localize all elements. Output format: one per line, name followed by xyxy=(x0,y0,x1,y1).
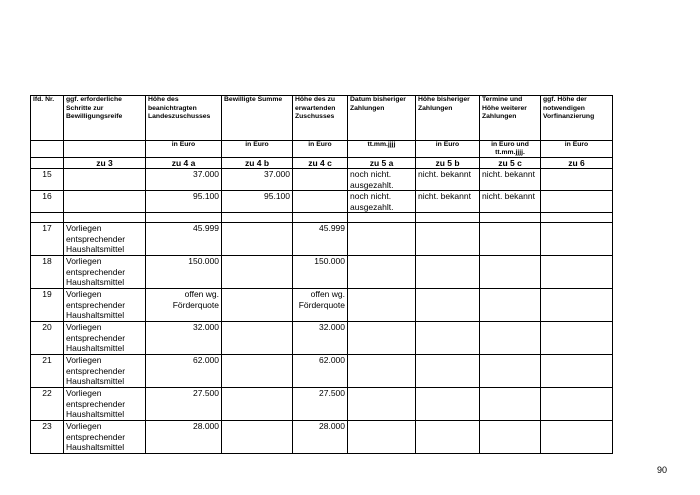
table-row xyxy=(31,289,613,322)
table-row xyxy=(31,256,613,289)
empty-cell xyxy=(31,213,64,223)
table-cell: Vorliegen entsprechender Haushaltsmittel xyxy=(64,289,146,322)
empty-cell xyxy=(348,213,416,223)
table-cell xyxy=(222,322,293,355)
empty-cell xyxy=(222,213,293,223)
table-cell xyxy=(416,355,480,388)
header-cell-bewilligte-summe: Bewilligte Summe xyxy=(222,96,293,141)
header-cell-lfd-nr: lfd. Nr. xyxy=(31,96,64,141)
table-cell: Vorliegen entsprechender Haushaltsmittel xyxy=(64,256,146,289)
empty-cell xyxy=(416,213,480,223)
table-cell: 150.000 xyxy=(146,256,222,289)
reference-cell xyxy=(31,158,64,169)
table-cell xyxy=(541,256,613,289)
table-row xyxy=(31,388,613,421)
table-cell: 28.000 xyxy=(293,421,348,454)
table-cell: 45.999 xyxy=(293,223,348,256)
empty-cell xyxy=(480,213,541,223)
unit-cell: in Euro xyxy=(222,141,293,158)
page-number: 90 xyxy=(657,465,668,475)
reference-cell: zu 6 xyxy=(541,158,613,169)
table-cell xyxy=(416,322,480,355)
table-cell xyxy=(64,169,146,191)
empty-cell xyxy=(293,213,348,223)
table-cell: Vorliegen entsprechender Haushaltsmittel xyxy=(64,388,146,421)
table-cell xyxy=(348,322,416,355)
table-cell xyxy=(480,421,541,454)
table-cell: 62.000 xyxy=(146,355,222,388)
unit-cell xyxy=(64,141,146,158)
table-cell: offen wg. Förderquote xyxy=(146,289,222,322)
empty-cell xyxy=(541,213,613,223)
table-row xyxy=(31,421,613,454)
table-body xyxy=(31,96,613,454)
table-row xyxy=(31,191,613,213)
spacer-row xyxy=(31,213,613,223)
unit-cell: in Euro xyxy=(146,141,222,158)
header-cell-vorfinanzierung: ggf. Höhe der notwendigen Vorfinanzierung xyxy=(541,96,613,141)
reference-cell: zu 3 xyxy=(64,158,146,169)
table-cell xyxy=(348,289,416,322)
table-cell: Vorliegen entsprechender Haushaltsmittel xyxy=(64,322,146,355)
table-cell xyxy=(293,169,348,191)
header-cell-erwarteter-zuschuss: Höhe des zu erwartenden Zuschusses xyxy=(293,96,348,141)
reference-cell: zu 5 a xyxy=(348,158,416,169)
table-cell xyxy=(541,322,613,355)
table-cell xyxy=(222,355,293,388)
header-cell-beantragter-zuschuss: Höhe des beanichtragten Landeszuschusses xyxy=(146,96,222,141)
table-cell xyxy=(480,355,541,388)
unit-cell: in Euro xyxy=(541,141,613,158)
table-cell xyxy=(222,223,293,256)
header-cell-hoehe-zahlungen: Höhe bisheriger Zahlungen xyxy=(416,96,480,141)
table-row xyxy=(31,223,613,256)
table-cell xyxy=(222,256,293,289)
table-cell: 19 xyxy=(31,289,64,322)
table-cell: nicht. bekannt xyxy=(480,169,541,191)
table-cell: Vorliegen entsprechender Haushaltsmittel xyxy=(64,355,146,388)
reference-cell: zu 5 c xyxy=(480,158,541,169)
table-cell: 45.999 xyxy=(146,223,222,256)
table-cell xyxy=(64,191,146,213)
table-cell: 18 xyxy=(31,256,64,289)
table-cell: nicht. bekannt xyxy=(416,169,480,191)
unit-cell: in Euro xyxy=(293,141,348,158)
table-cell: 23 xyxy=(31,421,64,454)
empty-cell xyxy=(64,213,146,223)
table-cell: 28.000 xyxy=(146,421,222,454)
header-cell-weitere-zahlungen: Termine und Höhe weiterer Zahlungen xyxy=(480,96,541,141)
unit-cell: in Euro xyxy=(416,141,480,158)
unit-cell xyxy=(31,141,64,158)
funding-table xyxy=(30,95,613,454)
table-cell: nicht. bekannt xyxy=(416,191,480,213)
table-cell xyxy=(348,223,416,256)
unit-cell: tt.mm.jjjj xyxy=(348,141,416,158)
reference-cell: zu 4 b xyxy=(222,158,293,169)
unit-row xyxy=(31,141,613,158)
table-cell xyxy=(480,223,541,256)
table-cell xyxy=(222,388,293,421)
table-cell: nicht. bekannt xyxy=(480,191,541,213)
table-cell: 16 xyxy=(31,191,64,213)
table-cell xyxy=(416,421,480,454)
table-cell xyxy=(416,256,480,289)
table-row xyxy=(31,322,613,355)
reference-cell: zu 4 c xyxy=(293,158,348,169)
table-cell xyxy=(348,355,416,388)
table-cell xyxy=(348,421,416,454)
table-cell: 37.000 xyxy=(222,169,293,191)
table-cell xyxy=(541,355,613,388)
table-cell: 95.100 xyxy=(222,191,293,213)
reference-cell: zu 4 a xyxy=(146,158,222,169)
table-cell: noch nicht. ausgezahlt. xyxy=(348,191,416,213)
reference-row xyxy=(31,158,613,169)
reference-cell: zu 5 b xyxy=(416,158,480,169)
table-cell xyxy=(416,223,480,256)
table-cell: 150.000 xyxy=(293,256,348,289)
table-cell xyxy=(348,388,416,421)
table-cell xyxy=(416,289,480,322)
table-cell xyxy=(541,191,613,213)
unit-cell: in Euro und tt.mm.jjjj. xyxy=(480,141,541,158)
header-row xyxy=(31,96,613,141)
table-row xyxy=(31,169,613,191)
table-cell xyxy=(541,388,613,421)
table-cell xyxy=(222,421,293,454)
table-cell: 15 xyxy=(31,169,64,191)
table-cell xyxy=(541,169,613,191)
table-cell xyxy=(541,289,613,322)
table-cell: 95.100 xyxy=(146,191,222,213)
table-cell: 62.000 xyxy=(293,355,348,388)
table-cell: Vorliegen entsprechender Haushaltsmittel xyxy=(64,421,146,454)
table-cell xyxy=(222,289,293,322)
table-cell: 37.000 xyxy=(146,169,222,191)
header-cell-datum-zahlungen: Datum bisheriger Zahlungen xyxy=(348,96,416,141)
table-cell: 17 xyxy=(31,223,64,256)
table-cell xyxy=(480,289,541,322)
table-cell xyxy=(480,388,541,421)
table-cell: 27.500 xyxy=(146,388,222,421)
empty-cell xyxy=(146,213,222,223)
table-cell: 20 xyxy=(31,322,64,355)
table-cell: Vorliegen entsprechender Haushaltsmittel xyxy=(64,223,146,256)
header-cell-schritte: ggf. erforderliche Schritte zur Bewilligungsreife xyxy=(64,96,146,141)
table-cell xyxy=(293,191,348,213)
table-cell: 22 xyxy=(31,388,64,421)
table-cell xyxy=(541,223,613,256)
table-cell xyxy=(541,421,613,454)
table-cell: noch nicht. ausgezahlt. xyxy=(348,169,416,191)
table-cell: 27.500 xyxy=(293,388,348,421)
table-cell xyxy=(480,322,541,355)
table-cell xyxy=(480,256,541,289)
table-cell xyxy=(348,256,416,289)
table-cell: offen wg. Förderquote xyxy=(293,289,348,322)
table-cell xyxy=(416,388,480,421)
table-cell: 32.000 xyxy=(146,322,222,355)
table-cell: 21 xyxy=(31,355,64,388)
table-cell: 32.000 xyxy=(293,322,348,355)
table-row xyxy=(31,355,613,388)
